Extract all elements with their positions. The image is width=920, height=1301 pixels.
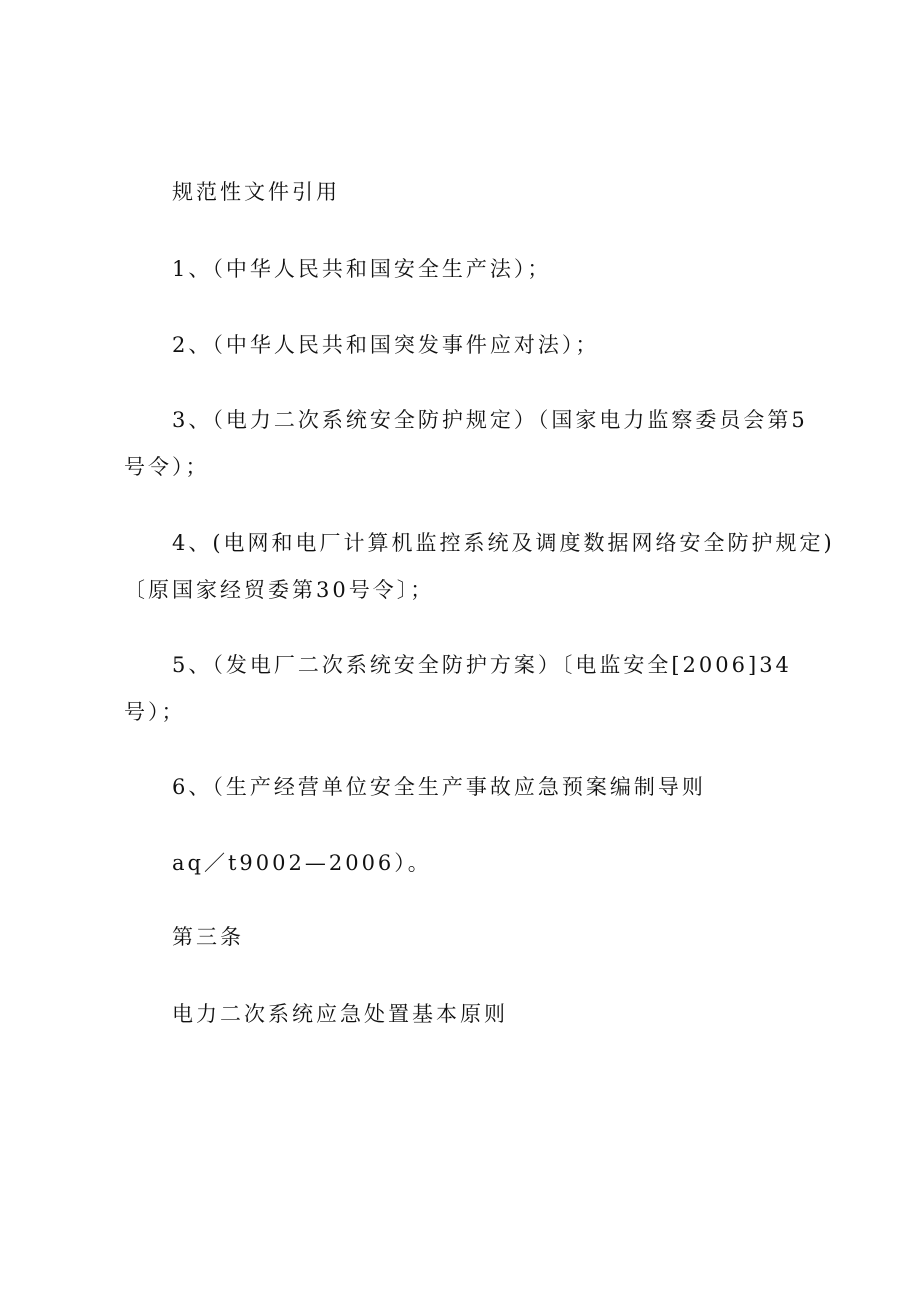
reference-item-4-cont: 〔原国家经贸委第30号令〕； — [124, 578, 435, 602]
article-heading: 第三条 — [172, 925, 244, 949]
reference-item-5: 5、（发电厂二次系统安全防护方案）〔电监安全[2006]34 — [172, 653, 792, 677]
reference-item-5-cont: 号）； — [124, 700, 186, 724]
reference-item-3-cont: 号令）； — [124, 455, 210, 479]
section-heading: 规范性文件引用 — [172, 180, 340, 204]
article-title: 电力二次系统应急处置基本原则 — [172, 1002, 508, 1026]
reference-item-3: 3、（电力二次系统安全防护规定）（国家电力监察委员会第5 — [172, 408, 808, 432]
reference-item-6-cont: aq／t9002—2006）。 — [172, 851, 432, 875]
reference-item-2: 2、（中华人民共和国突发事件应对法）； — [172, 333, 600, 357]
reference-item-6: 6、（生产经营单位安全生产事故应急预案编制导则 — [172, 775, 706, 799]
reference-item-1: 1、（中华人民共和国安全生产法）； — [172, 257, 552, 281]
reference-item-4: 4、(电网和电厂计算机监控系统及调度数据网络安全防护规定) — [172, 531, 835, 555]
